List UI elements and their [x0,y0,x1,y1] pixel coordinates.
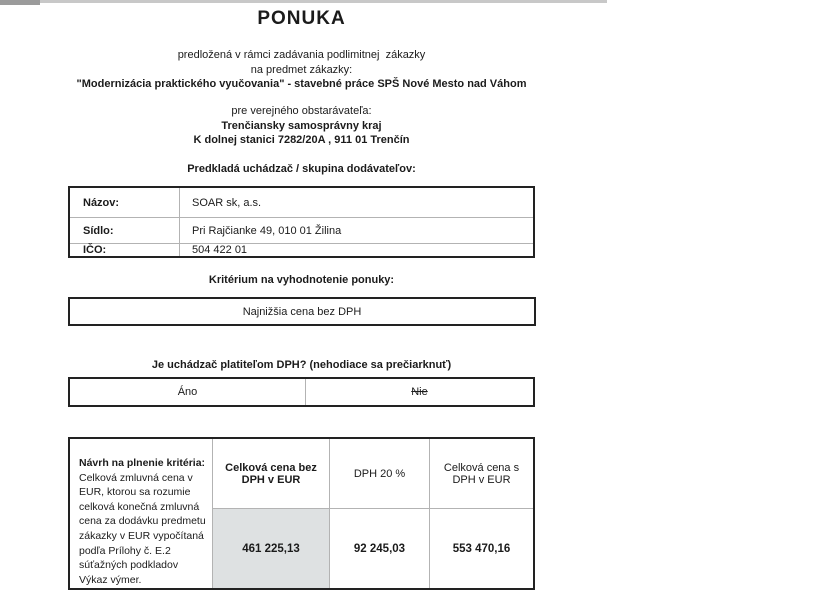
authority-label: pre verejného obstarávateľa: [231,105,372,117]
intro-line-2: na predmet zákazky: [250,64,353,76]
page-title: PONUKA [257,8,346,29]
subject-line: "Modernizácia praktického vyučovania" - stavebné práce SPŠ Nové Mesto nad Váhom [76,78,527,90]
table-row [70,217,533,243]
price-column-gross [430,439,533,588]
bidder-seat-label: Sídlo: [70,218,180,243]
price-gross-value: 553 470,16 [430,508,533,588]
price-criterion-title: Návrh na plnenie kritéria: [79,457,206,469]
price-net-header: Celková cena bez DPH v EUR [225,461,317,486]
price-criterion-body: Celková zmluvná cena v EUR, ktorou sa rozumie celková konečná zmluvná cena za dodávku predmetu zákazky v EUR vypočítaná podľa Prílohy č. E.2 súťažných podkladov Výkaz výmer. [79,471,206,586]
price-table [68,437,535,590]
price-vat-header: DPH 20 % [353,467,406,480]
price-criterion-description-cell [70,439,213,588]
table-row [70,188,533,217]
price-vat-value: 92 245,03 [330,508,429,588]
bidder-seat-value: Pri Rajčianke 49, 010 01 Žilina [192,224,342,237]
criterion-value: Najnižšia cena bez DPH [242,305,362,318]
table-row [70,243,533,256]
criterion-value-box [68,297,536,326]
vat-question-heading: Je uchádzač platiteľom DPH? (nehodiace sa prečiarknuť) [151,359,452,371]
authority-address: K dolnej stanici 7282/20A , 911 01 Trenčín [193,134,410,146]
bidder-heading: Predkladá uchádzač / skupina dodávateľov: [187,163,416,175]
bidder-id-label: IČO: [70,244,180,256]
authority-name: Trenčiansky samosprávny kraj [221,120,382,132]
price-gross-header: Celková cena s DPH v EUR [443,461,520,486]
intro-line-1: predložená v rámci zadávania podlimitnej zákazky [177,49,426,61]
price-column-vat [330,439,430,588]
vat-no-cell-strikethrough: Nie [411,386,428,398]
bidder-name-value: SOAR sk, a.s. [192,196,262,209]
scan-artifact-corner [0,0,40,5]
bidder-name-label: Názov: [70,188,180,217]
criterion-heading: Kritérium na vyhodnotenie ponuky: [208,274,395,286]
bidder-id-value: 504 422 01 [192,244,248,256]
vat-yes-cell: Áno [70,379,306,405]
price-column-net [213,439,330,588]
scan-artifact-top-strip [0,0,607,3]
bidder-table [68,186,535,258]
vat-answer-table [68,377,535,407]
price-net-value: 461 225,13 [213,508,329,588]
